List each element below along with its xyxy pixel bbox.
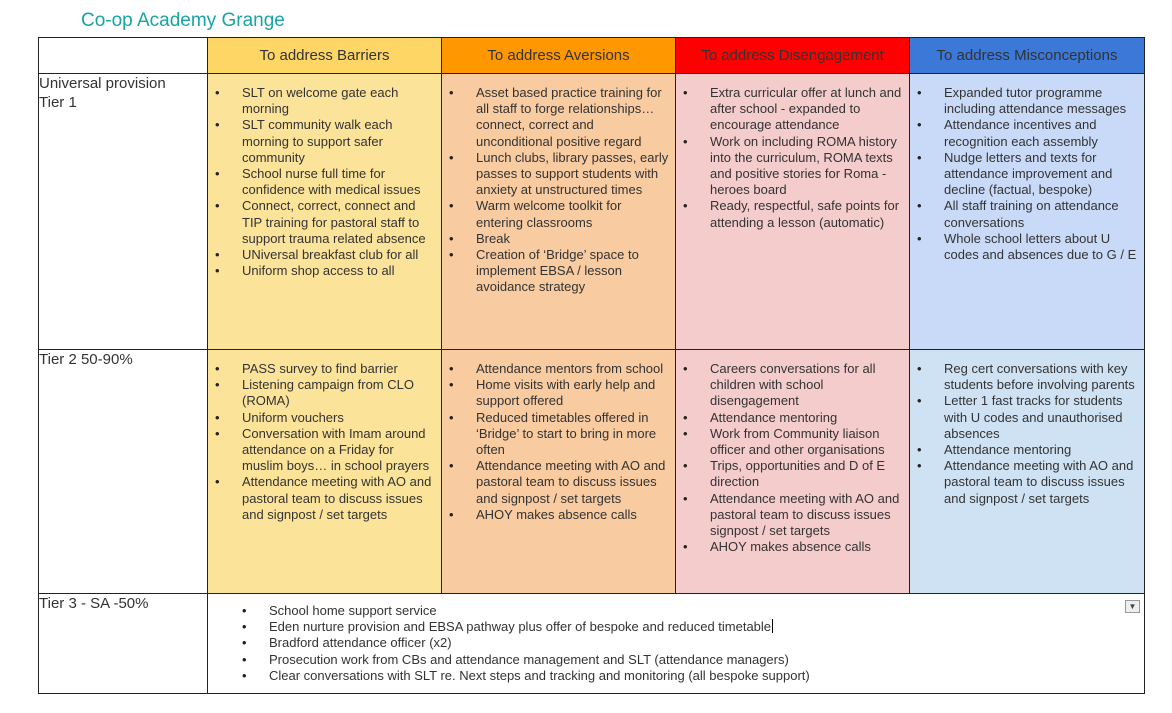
list-item: • Clear conversations with SLT re. Next steps and tracking and monitoring (all bespoke support)	[269, 668, 1138, 684]
attendance-strategy-table	[38, 37, 1145, 694]
list-item: • Connect, correct, connect and TIP training for pastoral staff to support trauma related absence	[242, 198, 435, 247]
list-item: • Work on including ROMA history into the curriculum, ROMA texts and positive stories for Roma - heroes board	[710, 134, 903, 199]
list-item: • Attendance incentives and recognition each assembly	[944, 117, 1138, 149]
list-item: • Careers conversations for all children with school disengagement	[710, 361, 903, 410]
list-item: • Nudge letters and texts for attendance improvement and decline (factual, bespoke)	[944, 150, 1138, 199]
list-item: • Uniform vouchers	[242, 410, 435, 426]
header-disengagement: To address Disengagement	[676, 38, 910, 74]
list-item: • Reg cert conversations with key students before involving parents	[944, 361, 1138, 393]
list-item: • Prosecution work from CBs and attendance management and SLT (attendance managers)	[269, 652, 1138, 668]
list-item: • Attendance mentors from school	[476, 361, 669, 377]
cell-tier1-aversions[interactable]	[442, 74, 676, 350]
list-item: • UNiversal breakfast club for all	[242, 247, 435, 263]
list-item: • SLT community walk each morning to support safer community	[242, 117, 435, 166]
list-item: • Bradford attendance officer (x2)	[269, 635, 1138, 651]
cell-tier2-aversions[interactable]	[442, 350, 676, 594]
list-item: • AHOY makes absence calls	[710, 539, 903, 555]
list-item: • Conversation with Imam around attendance on a Friday for muslim boys… in school prayers	[242, 426, 435, 475]
list-item: • Creation of ‘Bridge’ space to implement EBSA / lesson avoidance strategy	[476, 247, 669, 296]
list-item: • All staff training on attendance conversations	[944, 198, 1138, 230]
cell-tier1-misconceptions[interactable]	[910, 74, 1145, 350]
list-item: • School nurse full time for confidence with medical issues	[242, 166, 435, 198]
list-item: • Eden nurture provision and EBSA pathway plus offer of bespoke and reduced timetable	[269, 619, 1138, 635]
list-item: • Listening campaign from CLO (ROMA)	[242, 377, 435, 409]
list-item: • Reduced timetables offered in ‘Bridge’ to start to bring in more often	[476, 410, 669, 459]
list-item: • Home visits with early help and support offered	[476, 377, 669, 409]
list-item: • School home support service	[269, 603, 1138, 619]
table-row-tier2	[39, 350, 1145, 594]
dropdown-arrow-icon[interactable]: ▼	[1125, 600, 1140, 613]
list-item: • Asset based practice training for all staff to forge relationships… connect, correct and unconditional positive regard	[476, 85, 669, 150]
list-item: • Attendance mentoring	[710, 410, 903, 426]
row-label-tier3: Tier 3 - SA -50%	[39, 594, 208, 694]
header-barriers: To address Barriers	[208, 38, 442, 74]
list-item: • Warm welcome toolkit for entering classrooms	[476, 198, 669, 230]
table-row-tier3	[39, 594, 1145, 694]
cell-tier2-misconceptions[interactable]	[910, 350, 1145, 594]
header-blank-cell	[39, 38, 208, 74]
list-item: • Trips, opportunities and D of E direction	[710, 458, 903, 490]
list-item: • Uniform shop access to all	[242, 263, 435, 279]
header-misconceptions: To address Misconceptions	[910, 38, 1145, 74]
cell-tier3-items[interactable]	[208, 594, 1145, 694]
list-item: • Attendance meeting with AO and pastoral team to discuss issues and signpost / set targets	[944, 458, 1138, 507]
cell-tier2-barriers[interactable]	[208, 350, 442, 594]
list-item: • Attendance meeting with AO and pastoral team to discuss issues signpost / set targets	[710, 491, 903, 540]
list-item: • SLT on welcome gate each morning	[242, 85, 435, 117]
list-item: • Expanded tutor programme including attendance messages	[944, 85, 1138, 117]
list-item: • Extra curricular offer at lunch and after school - expanded to encourage attendance	[710, 85, 903, 134]
list-item: • Lunch clubs, library passes, early passes to support students with anxiety at unstructured times	[476, 150, 669, 199]
text-cursor	[772, 619, 773, 633]
list-item: • AHOY makes absence calls	[476, 507, 669, 523]
list-item: • Work from Community liaison officer and other organisations	[710, 426, 903, 458]
header-aversions: To address Aversions	[442, 38, 676, 74]
list-item: • Whole school letters about U codes and absences due to G / E	[944, 231, 1138, 263]
cell-tier1-barriers[interactable]	[208, 74, 442, 350]
list-item: • Break	[476, 231, 669, 247]
table-row-tier1	[39, 74, 1145, 350]
row-label-tier2: Tier 2 50-90%	[39, 350, 208, 594]
list-item: • Attendance mentoring	[944, 442, 1138, 458]
list-item: • Letter 1 fast tracks for students with U codes and unauthorised absences	[944, 393, 1138, 442]
list-item: • PASS survey to find barrier	[242, 361, 435, 377]
list-item: • Ready, respectful, safe points for attending a lesson (automatic)	[710, 198, 903, 230]
list-item: • Attendance meeting with AO and pastoral team to discuss issues and signpost / set targets	[242, 474, 435, 523]
cell-tier1-disengagement[interactable]	[676, 74, 910, 350]
document-title: Co-op Academy Grange	[81, 10, 285, 31]
list-item: • Attendance meeting with AO and pastoral team to discuss issues and signpost / set targets	[476, 458, 669, 507]
row-label-tier1: Universal provision Tier 1	[39, 74, 208, 350]
cell-tier2-disengagement[interactable]	[676, 350, 910, 594]
